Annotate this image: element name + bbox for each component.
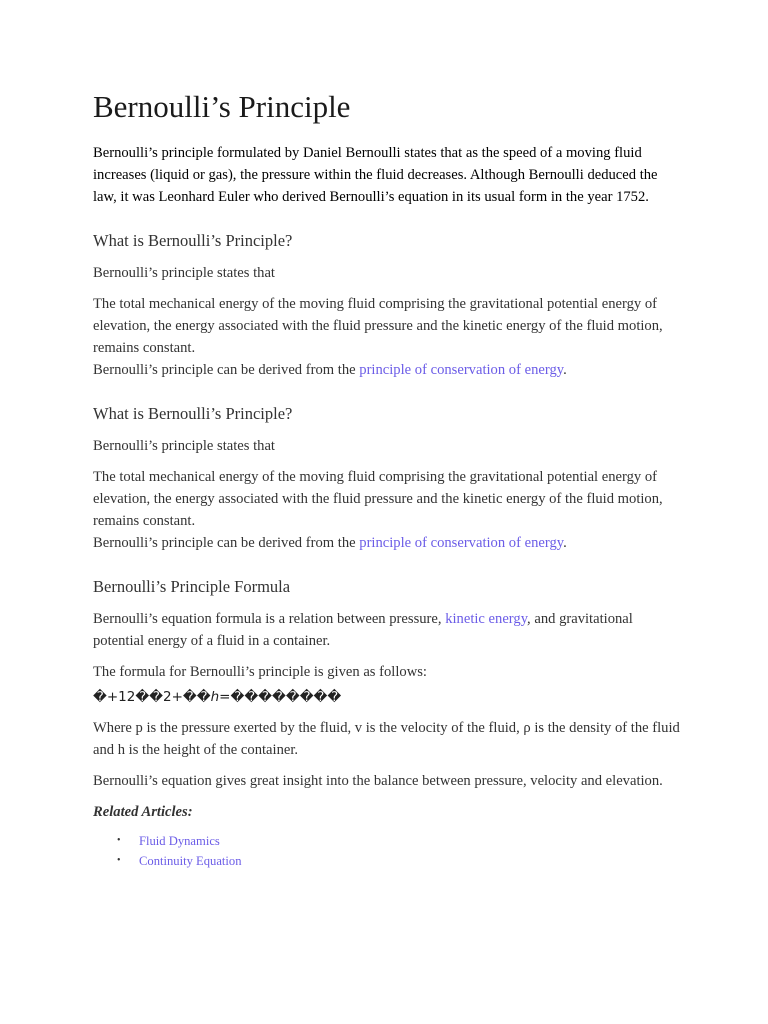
list-item <box>93 851 683 871</box>
intro-paragraph: Bernoulli’s principle formulated by Daniel Bernoulli states that as the speed of a moving fluid increases (liquid or gas), the pressure within the fluid decreases. Although Bernoulli deduced the law, it was Leonhard Euler who derived Bernoulli’s equation in its usual form in the year 1752. <box>93 145 658 205</box>
page-title: Bernoulli’s Principle <box>93 89 351 124</box>
derived-suffix: . <box>563 535 567 551</box>
conservation-of-energy-link[interactable]: principle of conservation of energy <box>359 362 564 378</box>
relation-suffix: , and gravitational potential energy of a fluid in a container. <box>93 611 633 649</box>
definition-text: The total mechanical energy of the moving fluid comprising the gravitational potential energy of elevation, the energy associated with the fluid pressure and the kinetic energy of the fluid motion, remains constant. <box>93 469 663 529</box>
section-what-is-1 <box>93 230 683 381</box>
relation-text <box>93 608 683 652</box>
fluid-dynamics-link[interactable]: Fluid Dynamics <box>139 834 220 848</box>
derived-suffix: . <box>563 362 567 378</box>
section-what-is-2 <box>93 403 683 554</box>
continuity-equation-link[interactable]: Continuity Equation <box>139 854 242 868</box>
section-heading: What is Bernoulli’s Principle? <box>93 231 293 250</box>
given-text: The formula for Bernoulli’s principle is given as follows: <box>93 664 427 680</box>
derived-prefix: Bernoulli’s principle can be derived from the <box>93 362 360 378</box>
related-articles-list <box>93 831 683 871</box>
related-articles-heading: Related Articles: <box>93 804 193 820</box>
definition-text: The total mechanical energy of the moving fluid comprising the gravitational potential energy of elevation, the energy associated with the fluid pressure and the kinetic energy of the fluid motion, remains constant. <box>93 296 663 356</box>
relation-prefix: Bernoulli’s equation formula is a relation between pressure, <box>93 611 446 627</box>
derived-prefix: Bernoulli’s principle can be derived from the <box>93 535 360 551</box>
conservation-of-energy-link[interactable]: principle of conservation of energy <box>359 535 564 551</box>
formula-h: h <box>210 689 220 705</box>
bernoulli-formula <box>93 687 683 707</box>
states-text: Bernoulli’s principle states that <box>93 438 275 454</box>
derived-text <box>93 359 683 381</box>
list-item <box>93 831 683 851</box>
bullet-icon: • <box>117 855 121 866</box>
derived-text <box>93 532 683 554</box>
section-heading: What is Bernoulli’s Principle? <box>93 404 293 423</box>
section-formula <box>93 576 683 792</box>
kinetic-energy-link[interactable]: kinetic energy <box>445 611 528 627</box>
section-heading: Bernoulli’s Principle Formula <box>93 577 291 596</box>
insight-text: Bernoulli’s equation gives great insight into the balance between pressure, velocity and elevation. <box>93 773 663 789</box>
where-text: Where p is the pressure exerted by the fluid, v is the velocity of the fluid, ρ is the density of the fluid and h is the height of the container. <box>93 720 680 758</box>
formula-part: =�������� <box>219 689 342 705</box>
article <box>93 88 683 871</box>
states-text: Bernoulli’s principle states that <box>93 265 275 281</box>
formula-part: �+12��2+�� <box>93 689 211 705</box>
bullet-icon: • <box>117 835 121 846</box>
